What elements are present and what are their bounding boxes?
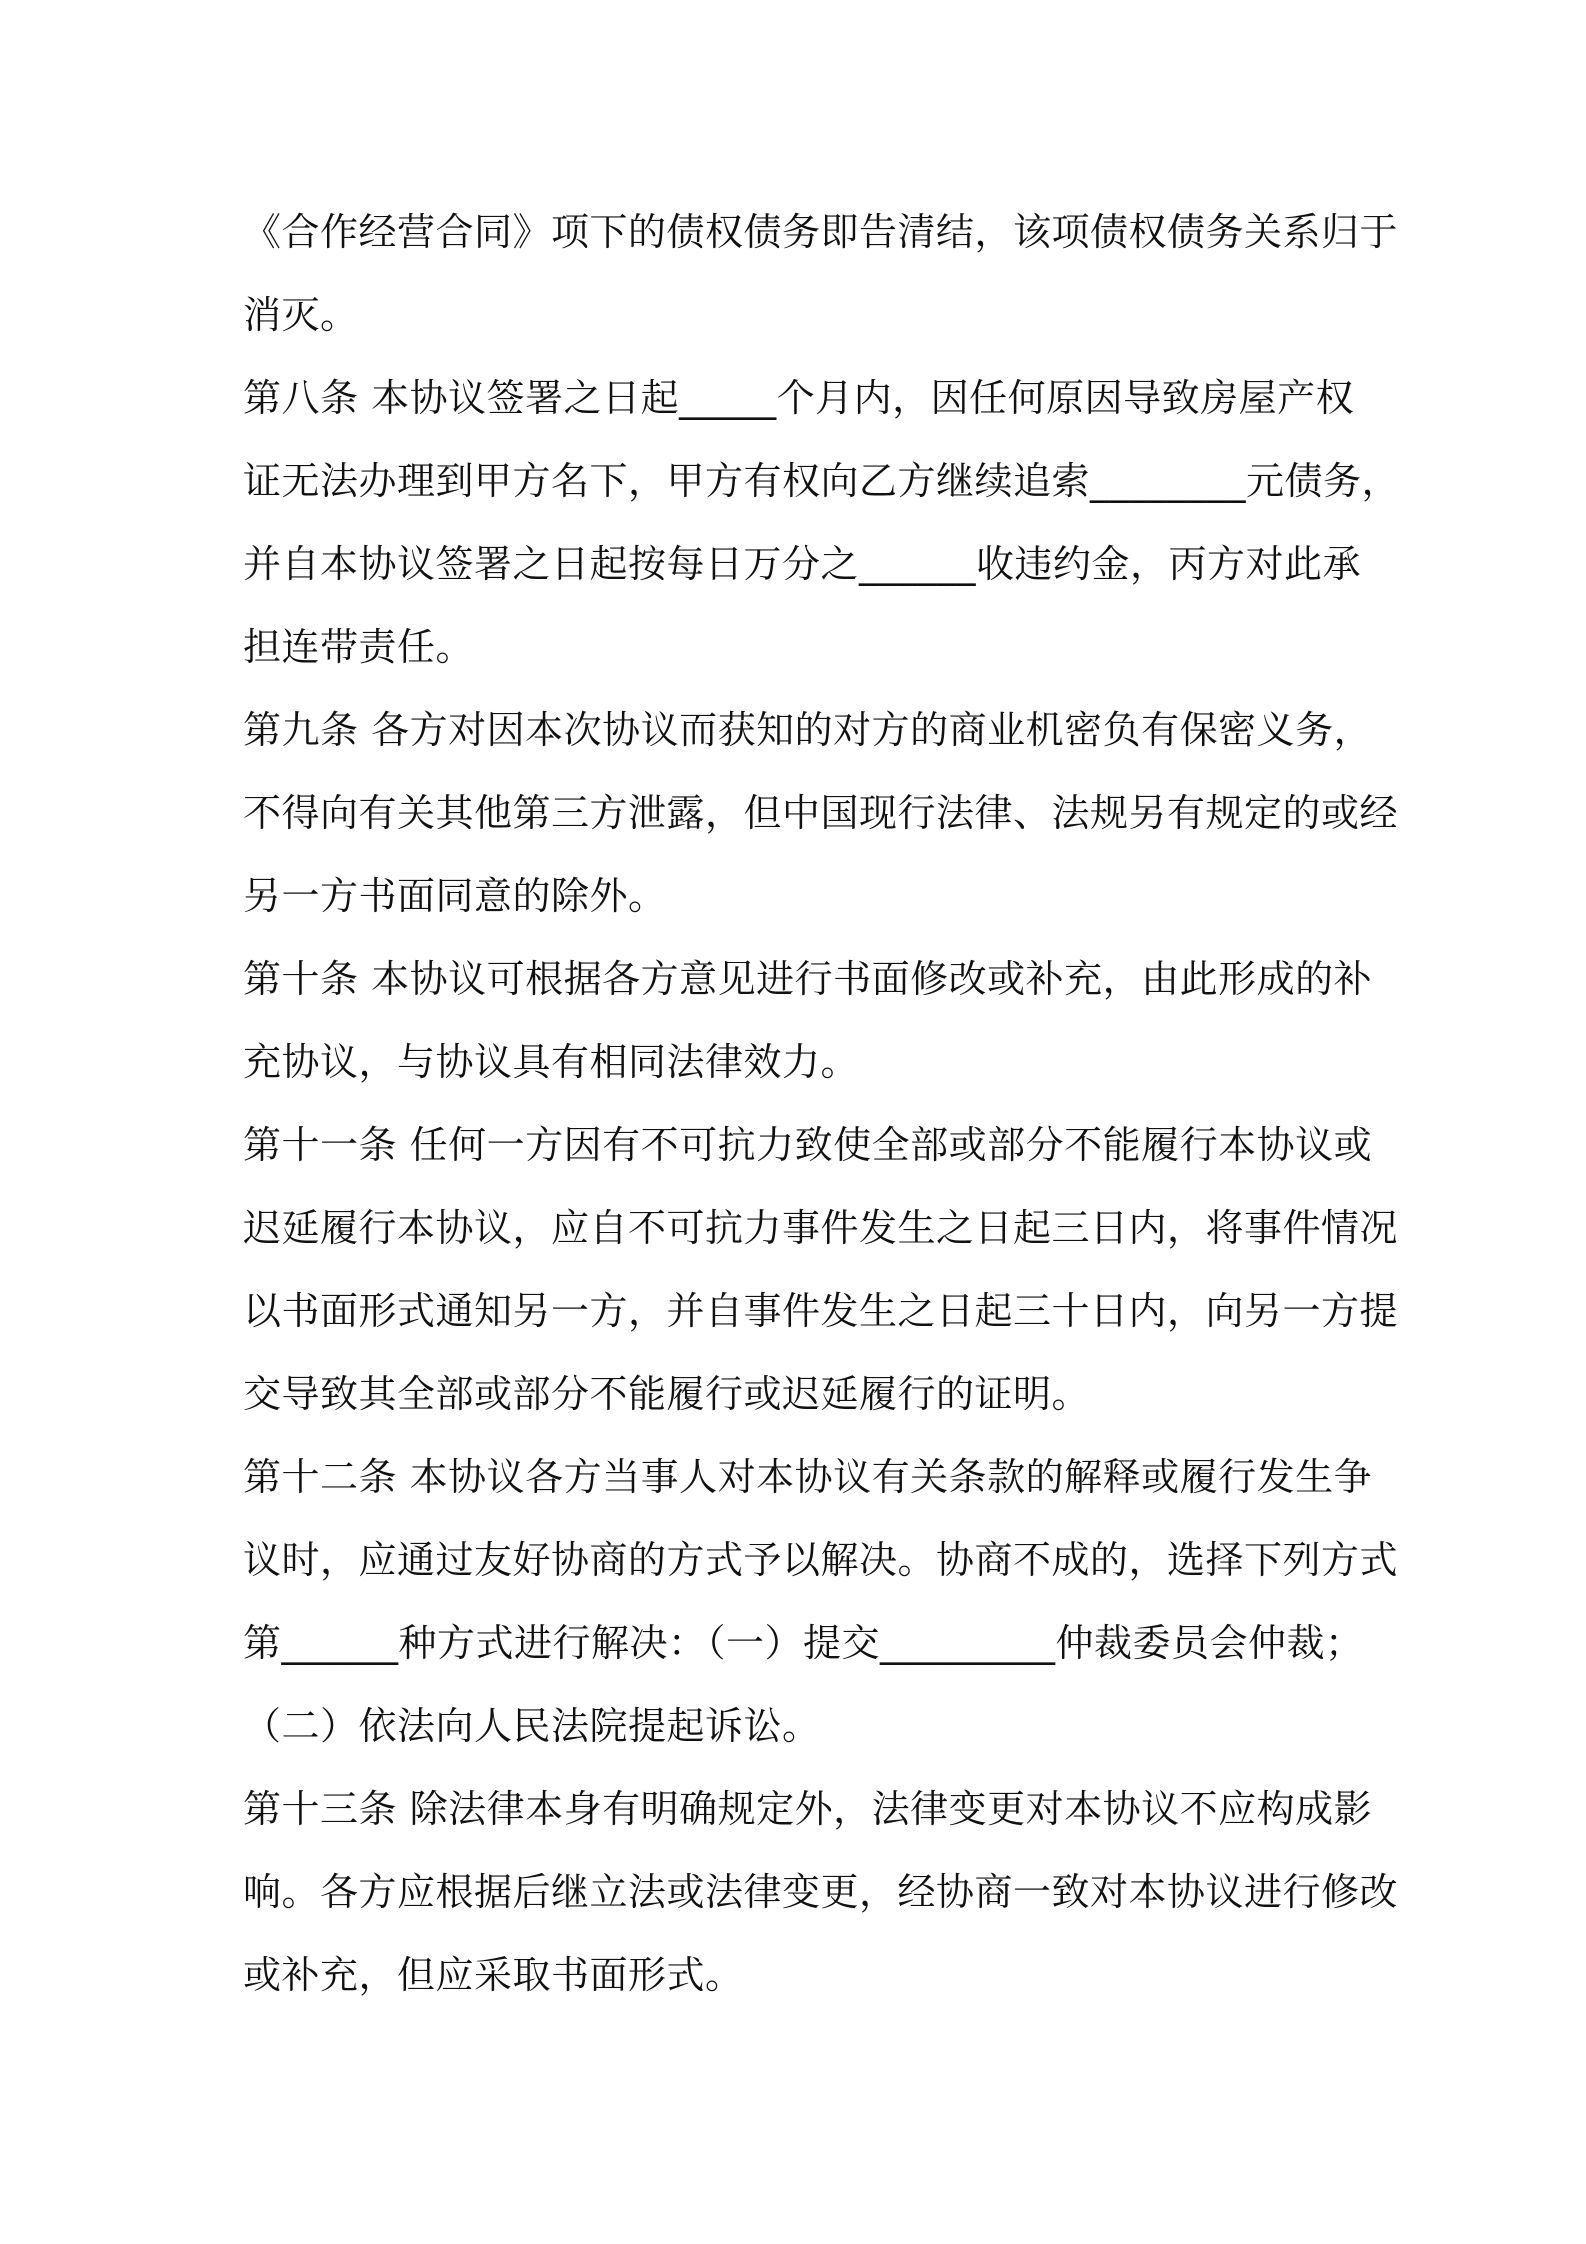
text-line: 第十一条 任何一方因有不可抗力致使全部或部分不能履行本协议或: [243, 1123, 1373, 1167]
text-line: 第八条 本协议签署之日起_____个月内，因任何原因导致房屋产权: [243, 376, 1355, 420]
text-line: 证无法办理到甲方名下，甲方有权向乙方继续追索________元债务，: [243, 459, 1401, 503]
text-line: 交导致其全部或部分不能履行或迟延履行的证明。: [243, 1372, 1091, 1416]
text-line: 担连带责任。: [243, 625, 475, 669]
text-line: 响。各方应根据后继立法或法律变更，经协商一致对本协议进行修改: [243, 1870, 1399, 1914]
text-line: 消灭。: [243, 293, 359, 337]
text-line: 迟延履行本协议，应自不可抗力事件发生之日起三日内，将事件情况: [243, 1206, 1399, 1250]
text-line: 第十三条 除法律本身有明确规定外，法律变更对本协议不应构成影: [243, 1787, 1373, 1831]
text-line: 《合作经营合同》项下的债权债务即告清结，该项债权债务关系归于: [243, 210, 1399, 254]
text-line: 第______种方式进行解决：（一）提交_________仲裁委员会仲裁；: [243, 1621, 1364, 1665]
text-line: （二）依法向人民法院提起诉讼。: [243, 1704, 821, 1748]
text-line: 第十二条 本协议各方当事人对本协议有关条款的解释或履行发生争: [243, 1455, 1373, 1499]
contract-text: [243, 191, 1401, 2017]
text-line: 或补充，但应采取书面形式。: [243, 1953, 744, 1997]
text-line: 第九条 各方对因本次协议而获知的对方的商业机密负有保密义务，: [243, 708, 1373, 752]
text-line: 议时，应通过友好协商的方式予以解决。协商不成的，选择下列方式: [243, 1538, 1399, 1582]
text-line: 以书面形式通知另一方，并自事件发生之日起三十日内，向另一方提: [243, 1289, 1399, 1333]
text-line: 第十条 本协议可根据各方意见进行书面修改或补充，由此形成的补: [243, 957, 1373, 1001]
text-line: 充协议，与协议具有相同法律效力。: [243, 1040, 860, 1084]
text-line: 并自本协议签署之日起按每日万分之______收违约金，丙方对此承: [243, 542, 1362, 586]
text-line: 不得向有关其他第三方泄露，但中国现行法律、法规另有规定的或经: [243, 791, 1399, 835]
text-line: 另一方书面同意的除外。: [243, 874, 667, 918]
